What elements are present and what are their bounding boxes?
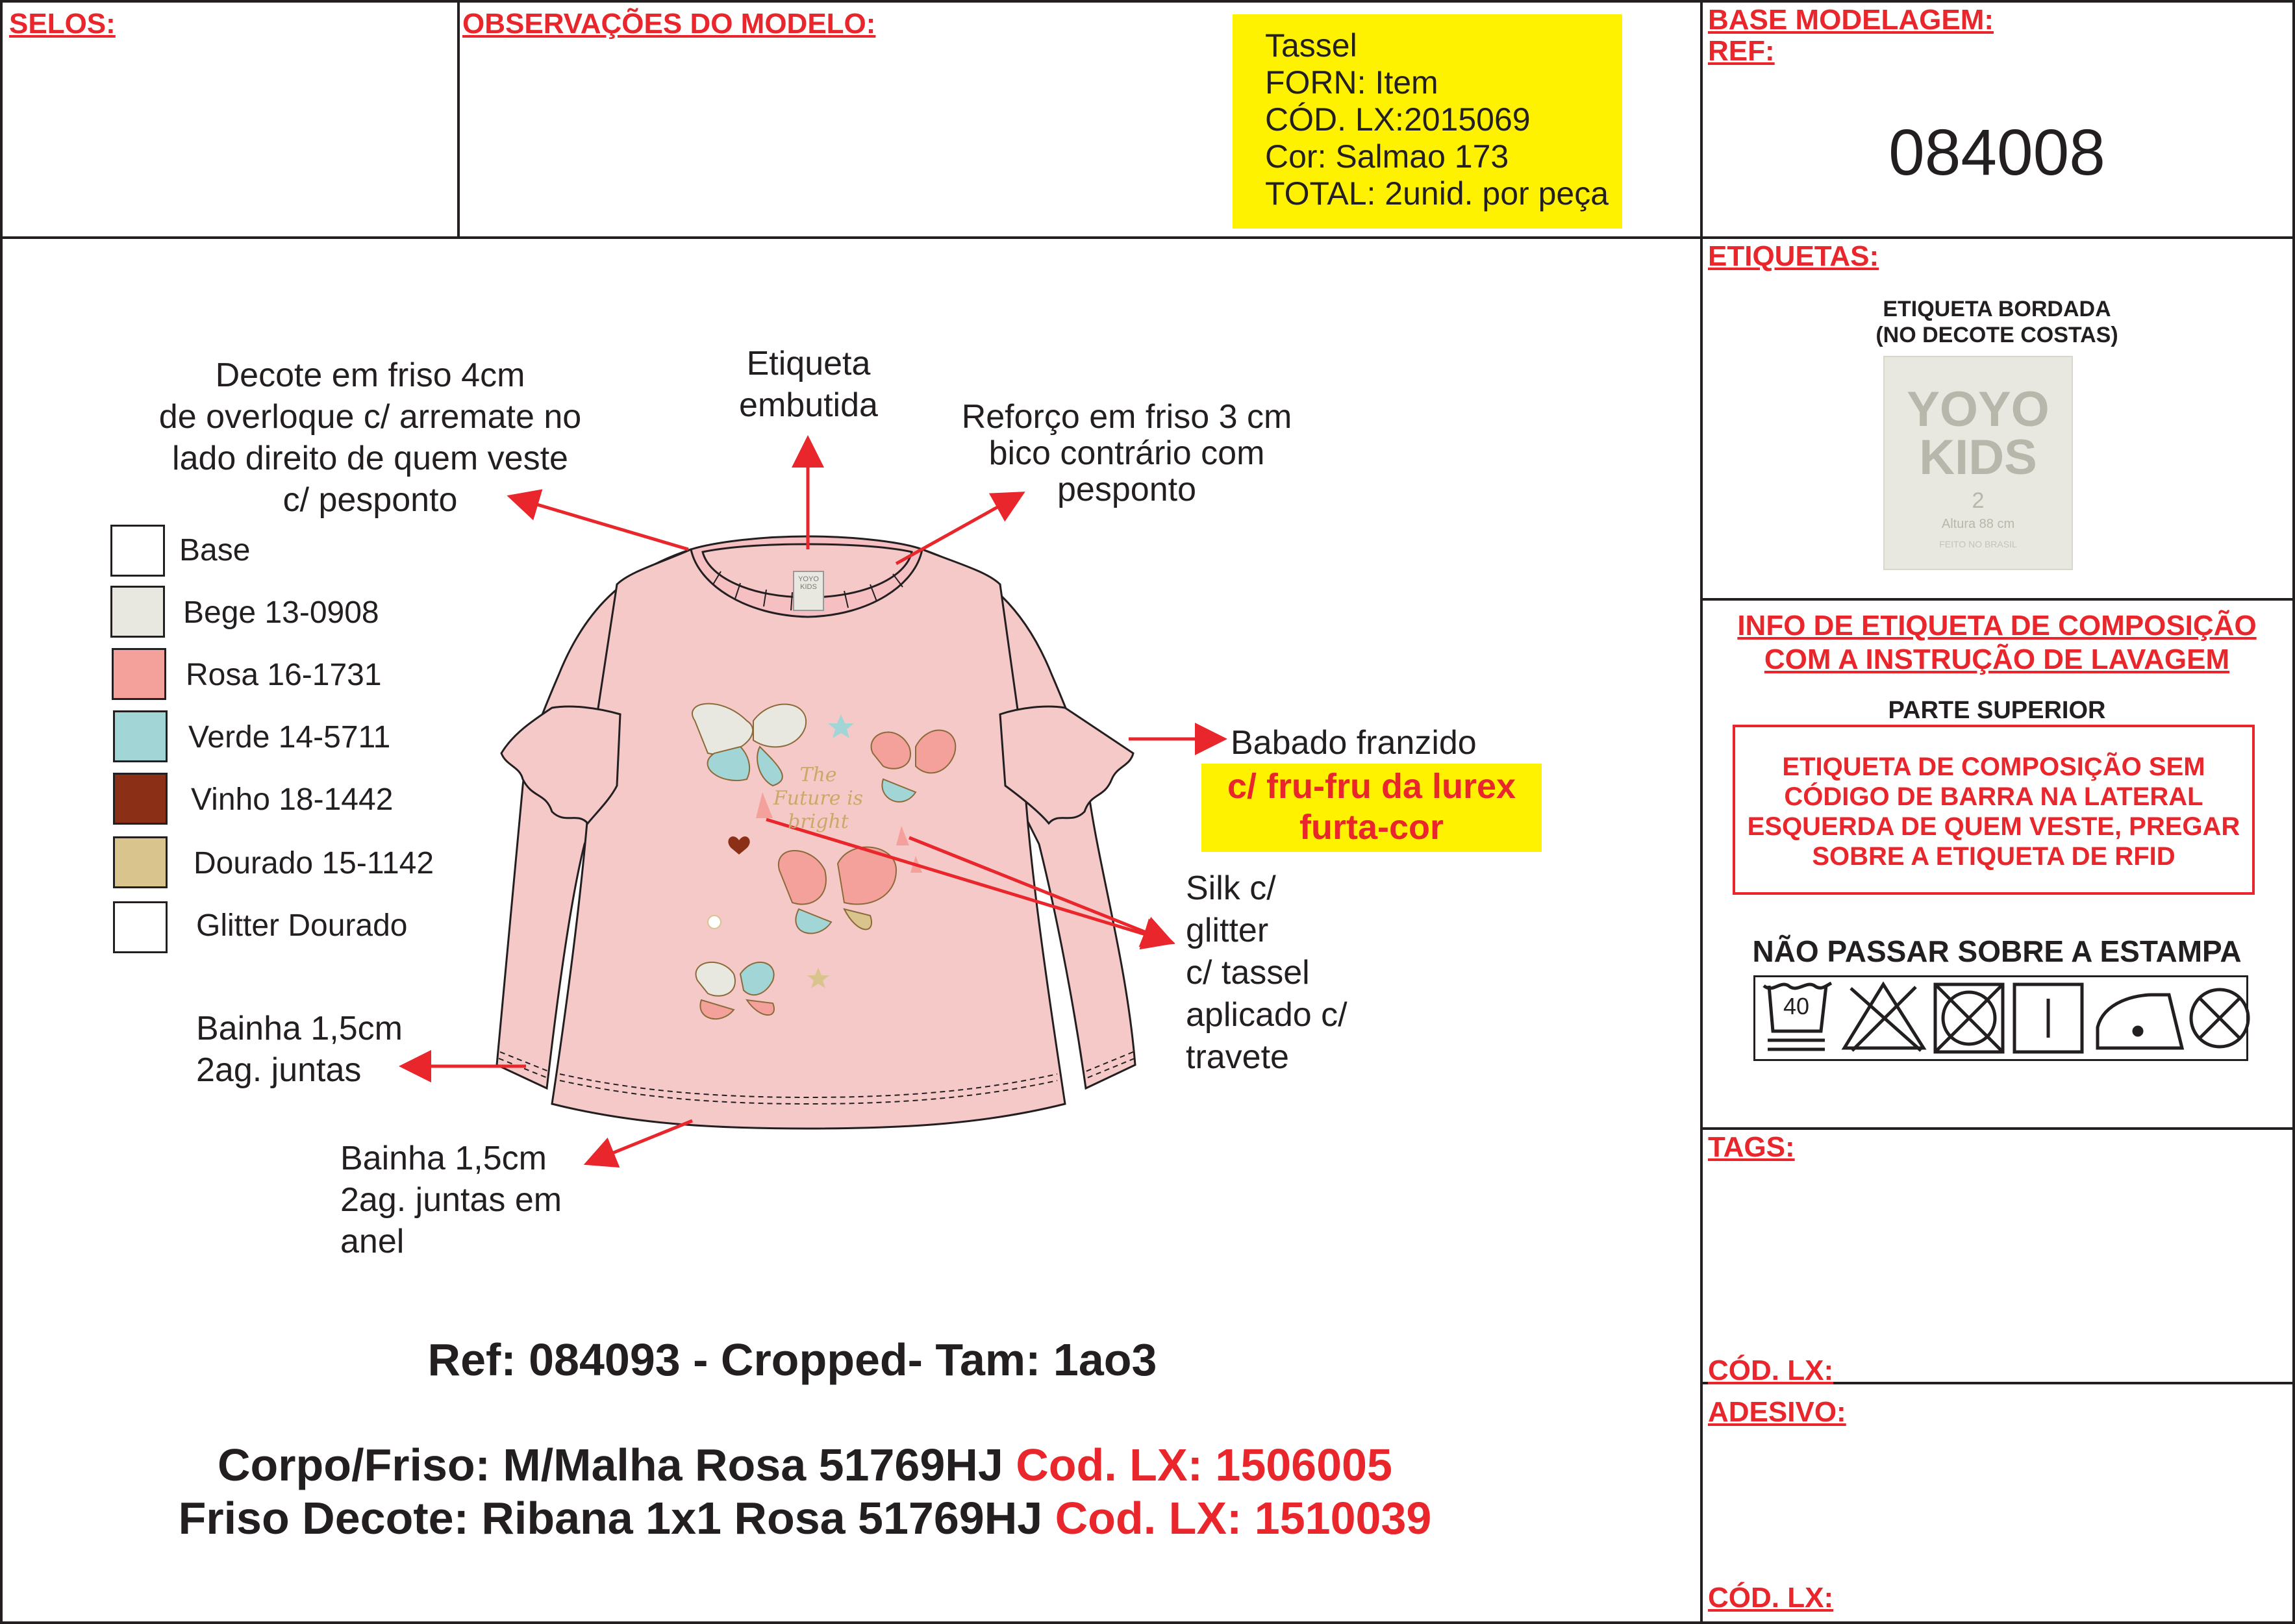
footer-ref-line: Ref: 084093 - Cropped- Tam: 1ao3: [427, 1334, 1157, 1385]
adesivo-label: ADESIVO:: [1708, 1396, 1846, 1428]
composicao-box: [1733, 725, 2255, 895]
etiqueta-altura: Altura 88 cm: [1941, 517, 2015, 531]
ref-value: 084008: [1888, 116, 2105, 189]
shirt-body: [552, 549, 1065, 1129]
arrow-reforco: [896, 495, 1020, 564]
callout-bainha-corpo: Bainha 1,5cm 2ag. juntas em anel: [340, 1140, 562, 1260]
wash-temp: 40: [1783, 993, 1810, 1019]
no-tumble-dry-icon: [1935, 984, 2003, 1052]
ref-label: REF:: [1708, 35, 1775, 67]
etiqueta-bordada-title: ETIQUETA BORDADA (NO DECOTE COSTAS): [1875, 297, 2118, 347]
no-dry-clean-icon: [2191, 990, 2248, 1047]
print-text: The Future is bright: [773, 764, 864, 833]
footer-corpo-line: Corpo/Friso: M/Malha Rosa 51769HJ Cod. LX: 1506005: [218, 1440, 1392, 1490]
left-ruffle: [501, 706, 620, 823]
etiqueta-made-in: FEITO NO BRASIL: [1939, 539, 2017, 549]
swatch-label-dourado: Dourado 15-1142: [194, 846, 434, 881]
callout-decote: Decote em friso 4cm de overloque c/ arremate no lado direito de quem veste c/ pesponto: [158, 356, 582, 519]
care-symbols: [1753, 975, 2248, 1061]
swatch-label-base: Base: [179, 533, 251, 568]
footer-friso-line: Friso Decote: Ribana 1x1 Rosa 51769HJ Cod. LX: 1510039: [178, 1493, 1432, 1543]
etiqueta-size: 2: [1972, 488, 1985, 513]
neck-label-text: YOYO KIDS: [798, 575, 819, 591]
arrow-bainha-corpo: [590, 1121, 692, 1162]
etiquetas-label: ETIQUETAS:: [1708, 240, 1879, 272]
frufru-text: c/ fru-fru da lurex furta-cor: [1227, 767, 1516, 847]
etiqueta-bordada-image: [1883, 356, 2073, 570]
composicao-box-text: ETIQUETA DE COMPOSIÇÃO SEM CÓDIGO DE BARRA NA LATERAL ESQUERDA DE QUEM VESTE, PREGAR SOBRE A ETIQUETA DE RFID: [1747, 753, 2240, 871]
composicao-title: INFO DE ETIQUETA DE COMPOSIÇÃO COM A INSTRUÇÃO DE LAVAGEM: [1737, 610, 2257, 675]
swatch-label-rosa: Rosa 16-1731: [186, 658, 382, 692]
iron-low-icon: [2098, 995, 2182, 1048]
care-warning: NÃO PASSAR SOBRE A ESTAMPA: [1752, 934, 2242, 968]
selos-label: SELOS:: [9, 8, 116, 40]
swatch-label-vinho: Vinho 18-1442: [191, 782, 394, 817]
callout-silk: Silk c/ glitter c/ tassel aplicado c/ travete: [1186, 869, 1348, 1076]
composicao-subtitle: PARTE SUPERIOR: [1888, 697, 2106, 724]
etiqueta-brand: YOYO KIDS: [1907, 382, 2050, 485]
line-dry-icon: [2014, 984, 2082, 1052]
no-bleach-icon: [1844, 984, 1924, 1051]
tags-cod-label: CÓD. LX:: [1708, 1355, 1834, 1386]
tassel-note-lines: Tassel FORN: Item CÓD. LX:2015069 Cor: Salmao 173 TOTAL: 2unid. por peça: [1265, 27, 1609, 212]
swatch-label-glitter: Glitter Dourado: [196, 908, 408, 943]
base-modelagem-label: BASE MODELAGEM:: [1708, 4, 1994, 36]
observacoes-label: OBSERVAÇÕES DO MODELO:: [462, 8, 876, 40]
adesivo-cod-label: CÓD. LX:: [1708, 1582, 1834, 1614]
swatch-label-bege: Bege 13-0908: [183, 595, 379, 630]
callout-reforco: Reforço em friso 3 cm bico contrário com pesponto: [961, 398, 1292, 508]
arrow-decote: [513, 497, 688, 549]
callout-bainha-manga: Bainha 1,5cm 2ag. juntas: [196, 1010, 403, 1089]
swatch-label-verde: Verde 14-5711: [188, 720, 391, 755]
callout-babado: Babado franzido: [1231, 724, 1477, 762]
tags-label: TAGS:: [1708, 1131, 1795, 1163]
callout-etiqueta: Etiqueta embutida: [739, 345, 878, 424]
